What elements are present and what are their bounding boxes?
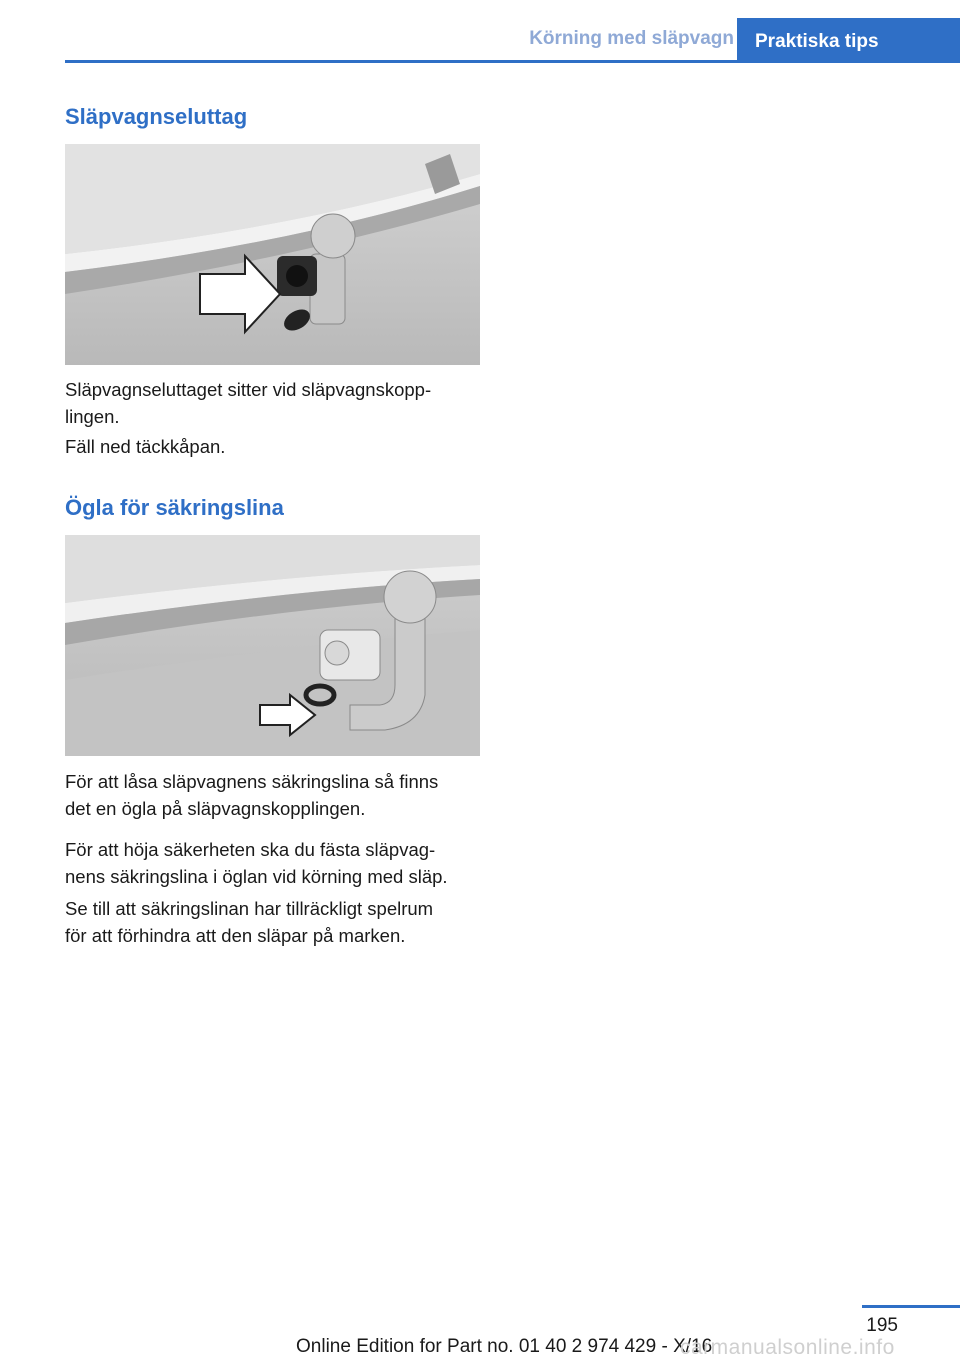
- page-number: 195: [866, 1315, 898, 1336]
- trailer-socket-illustration: [65, 144, 480, 365]
- paragraph-fold-cover: Fäll ned täckkåpan.: [65, 436, 226, 457]
- heading-safety-chain-eye: Ögla för säkringslina: [65, 495, 284, 520]
- edition-footer: Online Edition for Part no. 01 40 2 974 429 - X/16: [296, 1336, 713, 1357]
- page-number-rule: [862, 1305, 960, 1308]
- heading-trailer-socket: Släpvagnseluttag: [65, 104, 248, 129]
- paragraph-fasten-chain: För att höja säkerheten ska du fästa släpvag- nens säkringslina i öglan vid körning med släp.: [65, 839, 448, 887]
- paragraph-chain-slack: Se till att säkringslinan har tillräckligt spelrum för att förhindra att den släpar på marken.: [65, 898, 434, 946]
- section-tab[interactable]: Praktiska tips: [737, 18, 960, 63]
- paragraph-eye-purpose: För att låsa släpvagnens säkringslina så finns det en ögla på släpvagnskopplingen.: [65, 771, 439, 819]
- safety-chain-eye-illustration: [65, 535, 480, 756]
- paragraph-socket-location: Släpvagnseluttaget sitter vid släpvagnskopp- lingen.: [65, 379, 432, 427]
- watermark: carmanualsonline.info: [680, 1336, 895, 1359]
- chapter-tab[interactable]: Körning med släpvagn: [529, 28, 734, 49]
